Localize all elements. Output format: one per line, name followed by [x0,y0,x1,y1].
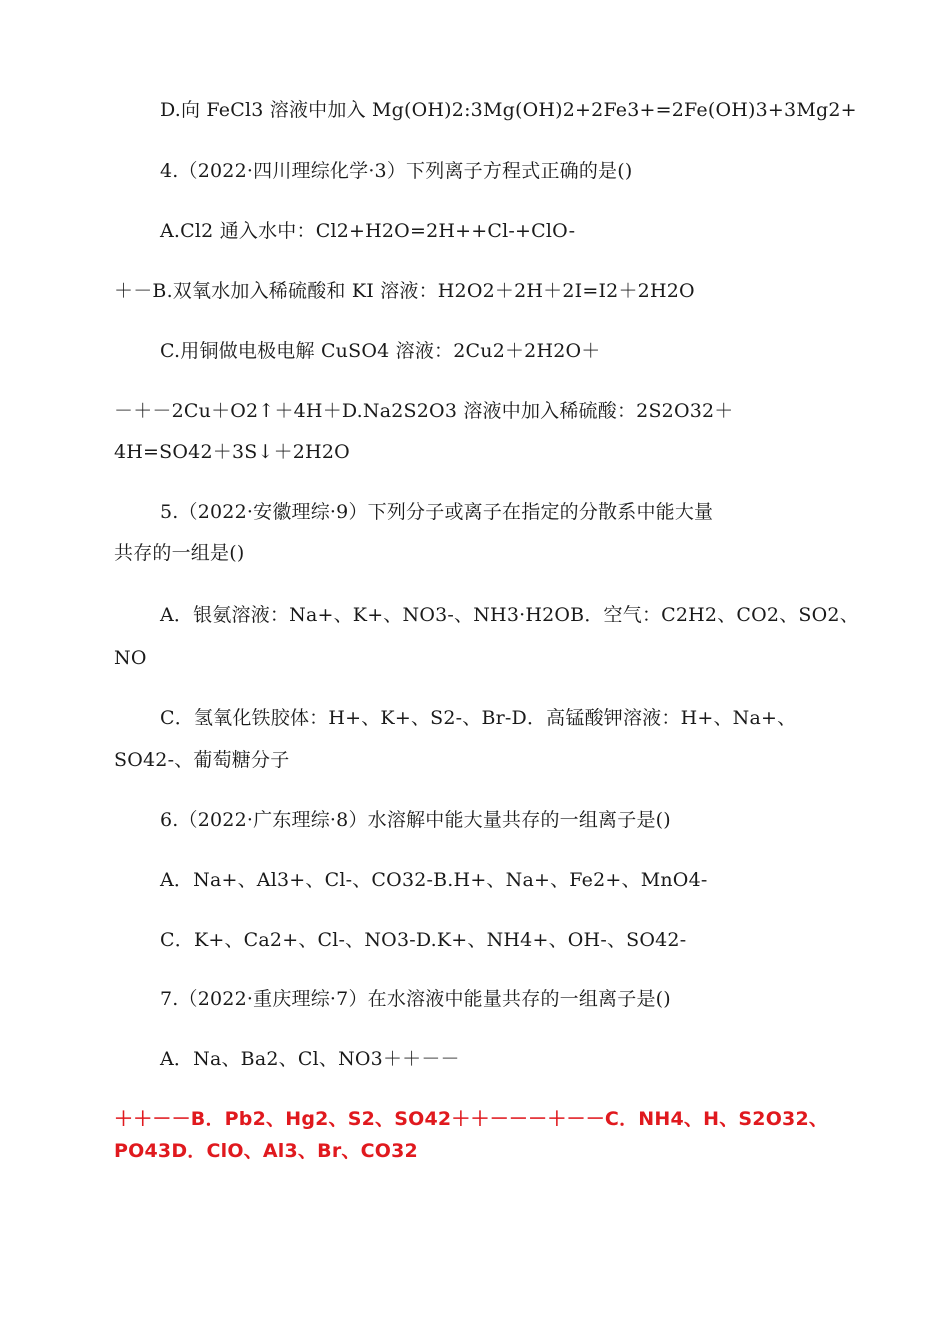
question-6-option-cd: C．K+、Ca2+、Cl-、NO3-D.K+、NH4+、OH-、SO42- [160,929,687,951]
question-7-title: 7.（2022·重庆理综·7）在水溶液中能量共存的一组离子是() [160,988,671,1010]
question-7-option-a: A．Na、Ba2、Cl、NO3＋＋－－ [160,1048,460,1070]
question-4-option-c: C.用铜做电极电解 CuSO4 溶液：2Cu2＋2H2O＋ [160,340,601,362]
question-5-option-cd: C．氢氧化铁胶体：H+、K+、S2-、Br-D．高锰酸钾溶液：H+、Na+、 [160,707,797,729]
question-4-title: 4.（2022·四川理综化学·3）下列离子方程式正确的是() [160,160,633,182]
question-7-options-highlight-continued: PO43D．ClO、Al3、Br、CO32 [114,1140,418,1162]
question-6-option-ab: A．Na+、Al3+、Cl-、CO32-B.H+、Na+、Fe2+、MnO4- [160,869,708,891]
option-d-line: D.向 FeCl3 溶液中加入 Mg(OH)2:3Mg(OH)2+2Fe3+=2Fe(OH)3+3Mg2+ [160,99,857,121]
question-7-options-highlight: ＋＋－－B．Pb2、Hg2、S2、SO42＋＋－－－＋－－C．NH4、H、S2O32、 [114,1108,829,1130]
question-4-option-d: －＋－2Cu＋O2↑＋4H＋D.Na2S2O3 溶液中加入稀硫酸：2S2O32＋ [114,400,734,422]
question-5-option-cd-continued: SO42-、葡萄糖分子 [114,749,290,771]
question-4-option-d-continued: 4H=SO42＋3S↓＋2H2O [114,441,350,463]
question-4-option-a: A.Cl2 通入水中：Cl2+H2O=2H++Cl-+ClO- [160,220,576,242]
question-5-title-continued: 共存的一组是() [114,542,245,564]
question-5-option-ab: A．银氨溶液：Na+、K+、NO3-、NH3·H2OB．空气：C2H2、CO2、SO2、 [160,604,859,626]
question-5-title: 5.（2022·安徽理综·9）下列分子或离子在指定的分散系中能大量 [160,501,714,523]
question-6-title: 6.（2022·广东理综·8）水溶解中能大量共存的一组离子是() [160,809,671,831]
question-4-option-b: ＋－B.双氧水加入稀硫酸和 KI 溶液：H2O2＋2H＋2I=I2＋2H2O [114,280,695,302]
question-5-option-ab-continued: NO [114,647,147,669]
